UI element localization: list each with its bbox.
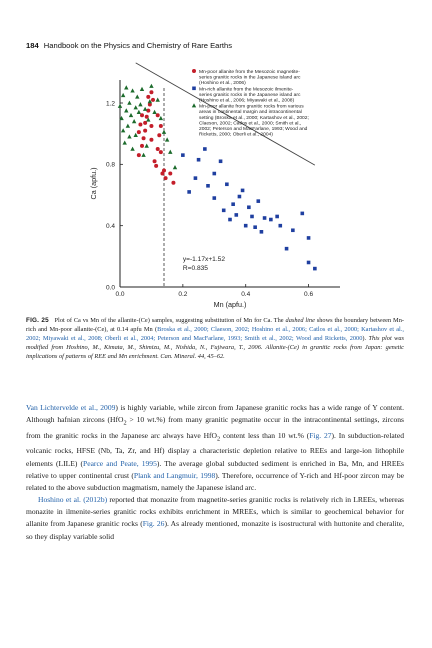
data-point-mn-poor-continental [165, 137, 169, 141]
data-point-mn-rich-ilmenite [307, 236, 311, 240]
legend-marker-triangle [192, 103, 196, 107]
book-title: Handbook on the Physics and Chemistry of Rare Earths [43, 41, 233, 50]
data-point-mn-poor-continental [145, 144, 149, 148]
paragraph-1-text-a: ) is highly variable, while zircon from Japanese granitic rocks has a wide range of Y content. Although hafnian zircons (HfO [26, 403, 404, 425]
data-point-mn-rich-ilmenite [219, 159, 223, 163]
data-point-mn-poor-magnetite [149, 138, 153, 142]
page-number: 184 [26, 41, 39, 50]
data-point-mn-poor-continental [137, 110, 141, 114]
data-point-mn-poor-continental [127, 134, 131, 138]
data-point-mn-rich-ilmenite [313, 267, 317, 271]
data-point-mn-poor-continental [124, 108, 128, 112]
legend-marker-square [192, 87, 196, 91]
data-point-mn-rich-ilmenite [212, 196, 216, 200]
data-point-mn-rich-ilmenite [234, 213, 238, 217]
data-point-mn-poor-continental [141, 153, 145, 157]
data-point-mn-rich-ilmenite [203, 147, 207, 151]
data-point-mn-poor-continental [140, 87, 144, 91]
data-point-mn-rich-ilmenite [285, 247, 289, 251]
ref-plank-langmuir[interactable]: Plank and Langmuir, 1998 [133, 470, 216, 480]
y-tick-label: 0.4 [105, 222, 115, 230]
data-point-mn-rich-ilmenite [206, 184, 210, 188]
y-axis-label: Ca (apfu.) [89, 167, 98, 200]
caption-references-link[interactable]: Broska et al., 2000; Claeson, 2002; Hoshino et al., 2006; Catlos et al., 2000; Kartashov et al., 2002; Miyawaki et al., 2008; Oberli et al., 2004; Peterson and MacFarlane, 1993; Smith et al., 2002; Wood and Ricketts, 2000 [26, 325, 404, 342]
data-point-mn-poor-magnetite [159, 124, 163, 128]
x-tick-label: 0.4 [241, 291, 251, 298]
ref-fig-26[interactable]: Fig. 26 [142, 519, 165, 529]
paragraph-2-text-b: ). As already mentioned, monazite is isostructural with huttonite and cheralite, so they display variable solid [26, 519, 404, 541]
data-point-mn-poor-magnetite [149, 124, 153, 128]
figure-caption [26, 317, 404, 362]
body-text [26, 402, 404, 543]
data-point-mn-poor-magnetite [159, 150, 163, 154]
data-point-mn-rich-ilmenite [260, 230, 264, 234]
data-point-mn-poor-continental [129, 113, 133, 117]
y-tick-label: 1.2 [105, 100, 115, 108]
paragraph-2-text-a: reported that monazite from magnetite-series granitic rocks is relatively rich in LREEs, whereas monazite in ilmenite-series granitic rocks exhibits enrichment in MREEs, which is similar to geochemical behavior for allanite from Japanese granitic rocks ( [26, 495, 404, 529]
data-point-mn-rich-ilmenite [244, 224, 248, 228]
caption-text-3: ). [362, 334, 369, 342]
paragraph-1-text-f: ). Therefore, occurrence of Y-rich and Hf-poor zircon may be related to the above subduction magmatism, namely the Japanese island arc. [26, 470, 404, 492]
paragraph-2 [26, 494, 404, 543]
paragraph-1-text-d: ). In subduction-related volcanic rocks, HFSE (Nb, Ta, Zr, and Hf) display a characteristic depletion relative to REEs and large-ion lithophile elements (LILE) ( [26, 430, 404, 468]
data-point-mn-poor-continental [138, 102, 142, 106]
data-point-mn-rich-ilmenite [241, 189, 245, 193]
data-point-mn-rich-ilmenite [238, 195, 242, 199]
data-point-mn-poor-continental [126, 124, 130, 128]
data-point-mn-poor-continental [121, 128, 125, 132]
data-point-mn-poor-magnetite [171, 181, 175, 185]
paragraph-1 [26, 402, 404, 494]
data-point-mn-rich-ilmenite [225, 182, 229, 186]
data-point-mn-rich-ilmenite [307, 261, 311, 265]
data-point-mn-poor-continental [159, 116, 163, 120]
data-point-mn-poor-magnetite [137, 130, 141, 134]
data-point-mn-poor-continental [132, 119, 136, 123]
y-tick-label: 0.0 [105, 284, 115, 292]
legend-entry-3: Mn-poor allanite from granitic rocks from various areas in continental margin and intracontinental setting (Broska et al., 2000; Kartashov et al., 2002; Claeson, 2002; Catlos et al., 2000; Smith et al., 2002; Peterson and MacFarlane, 1993; Wood and Ricketts, 2000; Oberli et al., 2004) [199, 104, 309, 138]
hfo2-subscript: 2 [123, 419, 127, 427]
y-tick-label: 0.8 [105, 161, 115, 169]
data-point-mn-poor-continental [124, 85, 128, 89]
data-point-mn-poor-magnetite [154, 164, 158, 168]
data-point-mn-poor-magnetite [157, 133, 161, 137]
data-point-mn-rich-ilmenite [194, 176, 198, 180]
paragraph-1-text-c: content less than 10 wt.% ( [220, 430, 310, 440]
data-point-mn-rich-ilmenite [247, 205, 251, 209]
ref-pearce-peate[interactable]: Pearce and Peate, 1995 [83, 458, 157, 468]
data-point-mn-poor-magnetite [146, 95, 150, 99]
caption-source-note: This plot was modified from Hoshino, M., Kimata, M., Shimizu, M., Nishida, N., Fujiwara, T., 2006. Allanite-(Ce) in granitic rocks from Japan: genetic implications of patterns of REE and Mn enrichment. Can. Mineral. 44, 45–62. [26, 334, 404, 360]
legend-entry-2: Mn-rich allanite from the Mesozoic ilmenite-series granitic rocks in the Japanese island arc (Hoshino et al., 2006; Miyawaki et al., 2008) [199, 87, 301, 104]
data-point-mn-poor-magnetite [162, 168, 166, 172]
data-point-mn-poor-magnetite [142, 136, 146, 140]
hfo2-subscript-2: 2 [217, 435, 221, 443]
x-axis-label: Mn (apfu.) [213, 300, 247, 309]
ref-van-lichtervelde[interactable]: Van Lichtervelde et al., 2009 [26, 403, 116, 412]
data-point-mn-poor-continental [162, 130, 166, 134]
data-point-mn-poor-continental [134, 133, 138, 137]
data-point-mn-poor-continental [168, 150, 172, 154]
paragraph-1-text-b: > 10 wt.%) from many granitic pegmatite occur in the intracontinental settings, zircons from the granitic rocks in the Japanese arc always have HfO [26, 415, 404, 440]
figure-label: FIG. 25 [26, 317, 49, 324]
data-point-mn-poor-magnetite [138, 122, 142, 126]
data-point-mn-rich-ilmenite [181, 153, 185, 157]
data-point-mn-poor-continental [127, 101, 131, 105]
data-point-mn-rich-ilmenite [291, 228, 295, 232]
data-point-mn-rich-ilmenite [256, 199, 260, 203]
data-point-mn-poor-magnetite [140, 144, 144, 148]
data-point-mn-poor-continental [130, 88, 134, 92]
data-point-mn-poor-continental [118, 104, 122, 108]
data-point-mn-rich-ilmenite [228, 218, 232, 222]
data-point-mn-rich-ilmenite [263, 216, 267, 220]
data-point-mn-poor-continental [143, 107, 147, 111]
data-point-mn-poor-continental [173, 165, 177, 169]
data-point-mn-poor-continental [135, 94, 139, 98]
data-point-mn-poor-magnetite [164, 176, 168, 180]
legend-marker-circle [192, 69, 196, 73]
data-point-mn-poor-continental [149, 84, 153, 88]
data-point-mn-poor-magnetite [153, 159, 157, 163]
data-point-mn-rich-ilmenite [231, 202, 235, 206]
data-point-mn-rich-ilmenite [222, 209, 226, 213]
regression-r-value: R=0.835 [182, 265, 208, 273]
data-point-mn-rich-ilmenite [300, 212, 304, 216]
data-point-mn-rich-ilmenite [250, 215, 254, 219]
data-point-mn-rich-ilmenite [278, 224, 282, 228]
data-point-mn-poor-continental [134, 105, 138, 109]
caption-text-2: shows the boundary between Mn-rich and Mn-poor allanite-(Ce), at 0.14 apfu Mn ( [26, 317, 404, 333]
caption-dashed-line-term: dashed line [285, 317, 315, 324]
data-point-mn-poor-magnetite [137, 153, 141, 157]
x-tick-label: 0.0 [115, 291, 125, 298]
data-point-mn-poor-magnetite [156, 147, 160, 151]
data-point-mn-poor-continental [123, 140, 127, 144]
data-point-mn-rich-ilmenite [269, 218, 273, 222]
data-point-mn-rich-ilmenite [197, 158, 201, 162]
data-point-mn-poor-continental [156, 98, 160, 102]
data-point-mn-rich-ilmenite [212, 172, 216, 176]
data-point-mn-rich-ilmenite [275, 215, 279, 219]
ca-vs-mn-scatter-plot [0, 0, 432, 310]
data-point-mn-rich-ilmenite [187, 190, 191, 194]
data-point-mn-poor-magnetite [151, 98, 155, 102]
data-point-mn-poor-magnetite [168, 172, 172, 176]
data-point-mn-poor-continental [121, 93, 125, 97]
x-tick-label: 0.2 [178, 291, 188, 298]
data-point-mn-poor-continental [152, 110, 156, 114]
caption-text-1: Plot of Ca vs Mn of the allanite-(Ce) samples, suggesting substitution of Mn for Ca. The [54, 317, 286, 324]
data-point-mn-poor-magnetite [143, 129, 147, 133]
data-point-mn-rich-ilmenite [253, 225, 257, 229]
paragraph-1-text-e: ). The average global subducted sediment is enriched in Ba, Mn, and HREEs relative to upper continental crust ( [26, 458, 404, 480]
data-point-mn-poor-continental [130, 147, 134, 151]
legend-entry-1: Mn-poor allanite from the Mesozoic magnetite-series granitic rocks in the Japanese island arc (Hoshino et al., 2006) [199, 70, 301, 87]
data-point-mn-poor-magnetite [149, 90, 153, 94]
ref-fig-27[interactable]: Fig. 27 [309, 430, 332, 440]
ref-hoshino-2012b[interactable]: Hoshino et al. (2012b) [38, 495, 108, 505]
regression-equation: y=-1.17x+1.52 [182, 255, 226, 263]
x-tick-label: 0.6 [304, 291, 314, 298]
